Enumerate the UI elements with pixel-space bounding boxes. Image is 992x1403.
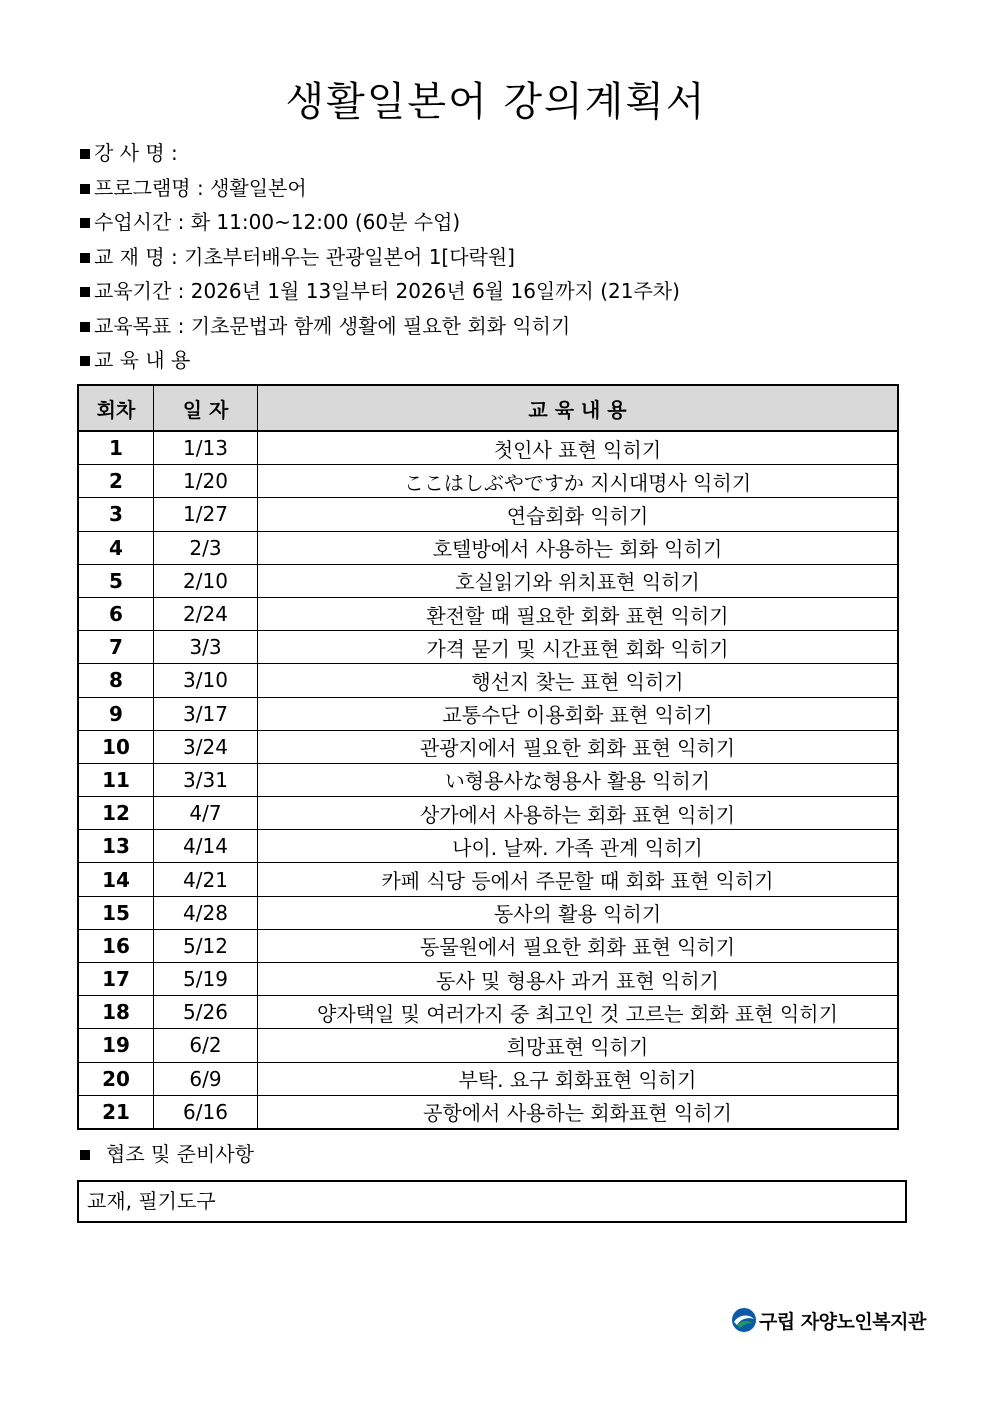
table-row [78, 431, 898, 465]
session-date: 4/14 [154, 830, 258, 863]
org-name: 구립 자양노인복지관 [759, 1310, 926, 1333]
coop-label: 협조 및 준비사항 [106, 1142, 254, 1166]
info-row-goal [80, 309, 680, 344]
session-number: 1 [78, 431, 154, 465]
curriculum-table [77, 384, 899, 1130]
header-date: 일 자 [154, 385, 258, 431]
coop-heading [80, 1138, 254, 1170]
session-content: 카페 식당 등에서 주문할 때 회화 표현 익히기 [258, 863, 899, 896]
table-row [78, 597, 898, 630]
table-row [78, 830, 898, 863]
session-number: 16 [78, 929, 154, 962]
session-date: 2/3 [154, 531, 258, 564]
info-value: 기초문법과 함께 생활에 필요한 회화 익히기 [190, 313, 571, 338]
session-number: 13 [78, 830, 154, 863]
session-content: 공항에서 사용하는 회화표현 익히기 [258, 1095, 899, 1129]
session-date: 3/17 [154, 697, 258, 730]
square-bullet-icon [80, 149, 90, 159]
swirl-logo-icon [731, 1307, 757, 1333]
info-label: 교육목표 : [94, 313, 185, 338]
table-row [78, 730, 898, 763]
session-content: 환전할 때 필요한 회화 표현 익히기 [258, 597, 899, 630]
session-content: 나이. 날짜. 가족 관계 익히기 [258, 830, 899, 863]
session-content: ここはしぶやですか 지시대명사 익히기 [258, 465, 899, 498]
session-number: 11 [78, 763, 154, 796]
square-bullet-icon [80, 356, 90, 366]
header-session: 회차 [78, 385, 154, 431]
info-value: 생활일본어 [210, 175, 307, 200]
table-row [78, 531, 898, 564]
info-label: 교 육 내 용 [94, 348, 191, 372]
session-number: 8 [78, 664, 154, 697]
info-value: 2026년 1월 13일부터 2026년 6월 16일까지 (21주차) [190, 279, 680, 303]
session-number: 10 [78, 730, 154, 763]
session-date: 2/24 [154, 597, 258, 630]
session-date: 3/24 [154, 730, 258, 763]
session-number: 3 [78, 498, 154, 531]
info-row-content [80, 343, 680, 378]
session-date: 5/19 [154, 963, 258, 996]
coop-box: 교재, 필기도구 [77, 1180, 907, 1223]
table-row [78, 929, 898, 962]
info-row-instructor [80, 136, 680, 171]
session-date: 6/2 [154, 1029, 258, 1062]
session-content: 연습회화 익히기 [258, 498, 899, 531]
session-date: 5/12 [154, 929, 258, 962]
square-bullet-icon [80, 1150, 90, 1160]
table-row [78, 763, 898, 796]
session-content: 희망표현 익히기 [258, 1029, 899, 1062]
session-number: 17 [78, 963, 154, 996]
session-date: 3/31 [154, 763, 258, 796]
square-bullet-icon [80, 287, 90, 297]
org-logo [731, 1305, 926, 1335]
info-label: 교 재 명 : [94, 244, 178, 269]
session-content: 양자택일 및 여러가지 중 최고인 것 고르는 회화 표현 익히기 [258, 996, 899, 1029]
table-row [78, 1029, 898, 1062]
session-number: 21 [78, 1095, 154, 1129]
session-content: 동사의 활용 익히기 [258, 896, 899, 929]
session-content: 가격 묻기 및 시간표현 회화 익히기 [258, 631, 899, 664]
session-number: 14 [78, 863, 154, 896]
page-title: 생활일본어 강의계획서 [285, 79, 707, 125]
table-header-row [78, 385, 898, 431]
square-bullet-icon [80, 218, 90, 228]
header-content: 교 육 내 용 [258, 385, 899, 431]
session-number: 2 [78, 465, 154, 498]
session-number: 18 [78, 996, 154, 1029]
table-row [78, 697, 898, 730]
info-row-program [80, 171, 680, 206]
session-date: 1/20 [154, 465, 258, 498]
session-date: 3/10 [154, 664, 258, 697]
session-content: 동사 및 형용사 과거 표현 익히기 [258, 963, 899, 996]
info-section [80, 136, 680, 378]
session-date: 5/26 [154, 996, 258, 1029]
table-row [78, 896, 898, 929]
info-value: 화 11:00~12:00 (60분 수업) [190, 210, 461, 234]
table-row [78, 1095, 898, 1129]
session-date: 4/28 [154, 896, 258, 929]
session-number: 6 [78, 597, 154, 630]
table-row [78, 863, 898, 896]
info-row-textbook [80, 240, 680, 275]
session-date: 1/27 [154, 498, 258, 531]
table-row [78, 963, 898, 996]
table-row [78, 797, 898, 830]
session-content: 상가에서 사용하는 회화 표현 익히기 [258, 797, 899, 830]
session-content: 교통수단 이용회화 표현 익히기 [258, 697, 899, 730]
info-label: 수업시간 : [94, 210, 185, 234]
table-row [78, 996, 898, 1029]
info-row-period [80, 274, 680, 309]
session-number: 20 [78, 1062, 154, 1095]
session-content: 부탁. 요구 회화표현 익히기 [258, 1062, 899, 1095]
session-content: 호텔방에서 사용하는 회화 익히기 [258, 531, 899, 564]
table-row [78, 498, 898, 531]
session-number: 19 [78, 1029, 154, 1062]
session-number: 4 [78, 531, 154, 564]
session-number: 7 [78, 631, 154, 664]
info-label: 프로그램명 : [94, 175, 204, 200]
session-number: 5 [78, 564, 154, 597]
table-body [78, 431, 898, 1129]
square-bullet-icon [80, 253, 90, 263]
info-value: 기초부터배우는 관광일본어 1[다락원] [184, 244, 515, 269]
session-date: 2/10 [154, 564, 258, 597]
session-content: 행선지 찾는 표현 익히기 [258, 664, 899, 697]
session-number: 15 [78, 896, 154, 929]
table-row [78, 465, 898, 498]
square-bullet-icon [80, 184, 90, 194]
session-date: 6/16 [154, 1095, 258, 1129]
table-row [78, 1062, 898, 1095]
info-label: 강 사 명 : [94, 141, 178, 165]
session-content: 동물원에서 필요한 회화 표현 익히기 [258, 929, 899, 962]
table-row [78, 664, 898, 697]
info-row-time [80, 205, 680, 240]
table-row [78, 564, 898, 597]
session-content: 관광지에서 필요한 회화 표현 익히기 [258, 730, 899, 763]
session-date: 4/21 [154, 863, 258, 896]
session-content: 첫인사 표현 익히기 [258, 431, 899, 465]
session-date: 6/9 [154, 1062, 258, 1095]
session-number: 12 [78, 797, 154, 830]
session-content: い형용사な형용사 활용 익히기 [258, 763, 899, 796]
info-label: 교육기간 : [94, 279, 185, 303]
session-date: 3/3 [154, 631, 258, 664]
session-date: 1/13 [154, 431, 258, 465]
square-bullet-icon [80, 322, 90, 332]
session-number: 9 [78, 697, 154, 730]
session-content: 호실읽기와 위치표현 익히기 [258, 564, 899, 597]
session-date: 4/7 [154, 797, 258, 830]
table-row [78, 631, 898, 664]
